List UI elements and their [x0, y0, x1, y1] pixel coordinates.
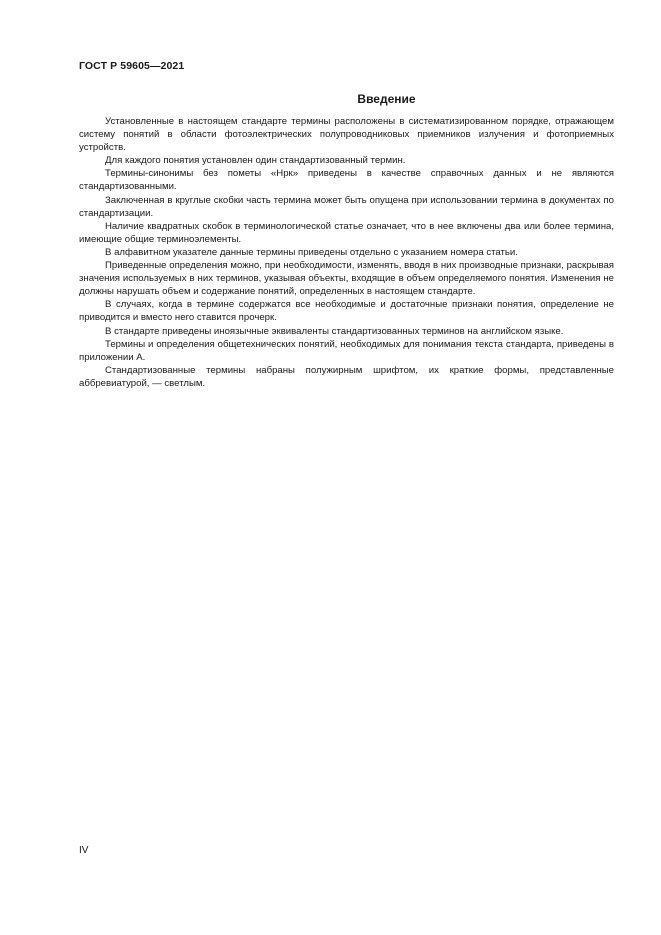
paragraph-2: Для каждого понятия установлен один стандартизованный термин. [105, 155, 406, 167]
section-title: Введение [357, 92, 416, 106]
paragraph-3: Термины-синонимы без пометы «Нрк» приведены в качестве справочных данных и не являются стандартизованными. [79, 168, 614, 193]
page-number: IV [79, 845, 89, 856]
paragraph-1: Установленные в настоящем стандарте термины расположены в систематизированном порядке, отражающем систему понятий в области фотоэлектрических полупроводниковых приемников излучения и фотоприемных устройств. [79, 116, 614, 154]
paragraph-6: В алфавитном указателе данные термины приведены отдельно с указанием номера статьи. [105, 246, 518, 258]
paragraph-9: В стандарте приведены иноязычные эквиваленты стандартизованных терминов на английском языке. [105, 325, 564, 337]
paragraph-11: Стандартизованные термины набраны полужирным шрифтом, их краткие формы, представленные аббревиатурой, — светлым. [79, 364, 614, 389]
paragraph-4: Заключенная в круглые скобки часть термина может быть опущена при использовании термина в документах по стандартизации. [79, 194, 614, 219]
paragraph-8: В случаях, когда в термине содержатся все необходимые и достаточные признаки понятия, определение не приводится и вместо него ставится прочерк. [79, 299, 614, 324]
paragraph-10: Термины и определения общетехнических понятий, необходимых для понимания текста стандарта, приведены в приложении А. [79, 338, 614, 363]
paragraph-7: Приведенные определения можно, при необходимости, изменять, вводя в них производные признаки, раскрывая значения используемых в них терминов, указывая объекты, входящие в объем определяемого понятия. Изменения не должны нарушать объем и содержание понятий, определенных в настоящем стандарте. [79, 260, 614, 298]
intro-body [79, 115, 614, 390]
paragraph-5: Наличие квадратных скобок в терминологической статье означает, что в нее включены два или более термина, имеющие общие терминоэлементы. [79, 220, 614, 245]
standard-code: ГОСТ Р 59605—2021 [79, 60, 185, 72]
